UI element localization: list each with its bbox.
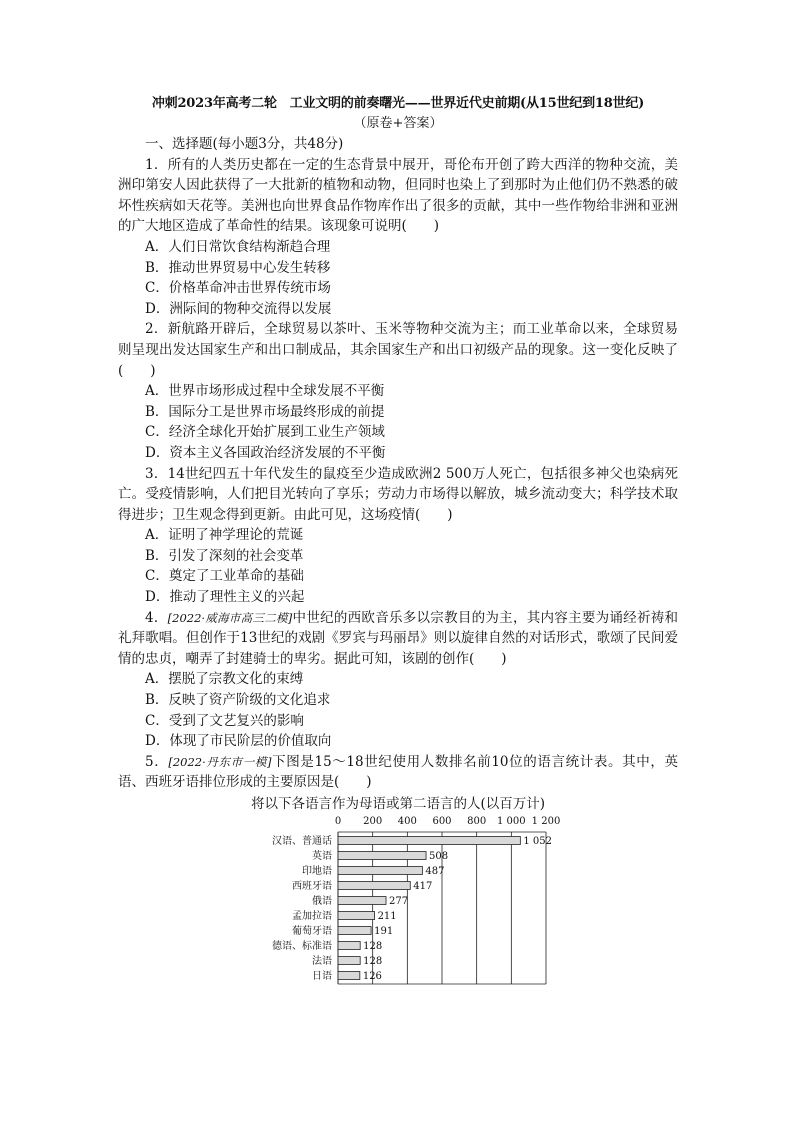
data-label: 417	[413, 881, 433, 892]
category-label: 法语	[312, 956, 332, 967]
option-a: A．摆脱了宗教文化的束缚	[145, 671, 304, 688]
category-label: 西班牙语	[292, 881, 332, 892]
question-text: 3．14世纪四五十年代发生的鼠疫至少造成欧洲2 500万人死亡，包括很多神父也染病死亡。受疫情影响，人们把目光转向了享乐；劳动力市场得以解放，城乡流动变大；科学技术取得进步；卫生观念得到更新。由此可见，这场疫情( )	[118, 465, 678, 523]
question-text	[118, 752, 678, 793]
question-body: 下图是15～18世纪使用人数排名前10位的语言统计表。其中，英语、西班牙语排位形成的主要原因是( )	[118, 753, 678, 791]
option-c: C．经济全球化开始扩展到工业生产领域	[145, 424, 385, 441]
option-a: A．人们日常饮食结构渐趋合理	[145, 238, 331, 255]
question-source: [2022·丹东市一模]	[168, 754, 272, 769]
document-page	[118, 94, 678, 989]
bar	[338, 867, 422, 875]
option-a: A．证明了神学理论的荒诞	[145, 527, 304, 544]
data-label: 487	[425, 866, 445, 877]
option-c: C．受到了文艺复兴的影响	[145, 712, 304, 729]
category-label: 俄语	[312, 896, 332, 907]
category-label: 葡萄牙语	[292, 926, 332, 937]
category-label: 印地语	[302, 866, 332, 877]
bar	[338, 927, 371, 935]
bar	[338, 897, 386, 905]
option-b: B．推动世界贸易中心发生转移	[145, 259, 331, 276]
option-c: C．价格革命冲击世界传统市场	[145, 280, 331, 297]
data-label: 508	[429, 851, 449, 862]
category-label: 孟加拉语	[292, 911, 332, 922]
chart-svg	[118, 814, 678, 989]
data-label: 277	[389, 896, 409, 907]
question-body: 中世纪的西欧音乐多以宗教目的为主，其内容主要为诵经祈祷和礼拜歌唱。但创作于13世纪的戏剧《罗宾与玛丽昂》则以旋律自然的对话形式，歌颂了民间爱情的忠贞，嘲弄了封建骑士的卑劣。据此可知，该剧的创作( )	[118, 609, 679, 667]
x-tick-label: 0	[334, 816, 342, 827]
x-tick-label: 1 000	[497, 816, 526, 827]
question-text: 1．所有的人类历史都在一定的生态背景中展开，哥伦布开创了跨大西洋的物种交流，美洲印第安人因此获得了一大批新的植物和动物，但同时也染上了到那时为止他们仍不熟悉的破坏性疾病如天花等。美洲也向世界食品作物库作出了很多的贡献，其中一些作物给非洲和亚洲的广大地区造成了革命性的结果。该现象可说明( )	[118, 156, 678, 235]
option-b: B．国际分工是世界市场最终形成的前提	[145, 403, 385, 420]
x-tick-label: 600	[432, 816, 452, 827]
option-d: D．体现了市民阶层的价值取向	[145, 733, 332, 750]
question-source: [2022·威海市高三二模]	[167, 610, 293, 625]
option-d: D．资本主义各国政治经济发展的不平衡	[145, 444, 386, 461]
x-tick-label: 800	[467, 816, 487, 827]
option-b: B．反映了资产阶级的文化追求	[145, 692, 331, 709]
x-tick-label: 1 200	[531, 816, 561, 827]
data-label: 126	[362, 971, 382, 982]
option-a: A．世界市场形成过程中全球发展不平衡	[145, 383, 385, 400]
question-3	[118, 464, 678, 608]
data-label: 128	[363, 956, 383, 967]
chart-title: 将以下各语言作为母语或第二语言的人(以百万计)	[250, 796, 546, 812]
data-label: 1 052	[523, 836, 552, 847]
category-label: 德语、标准语	[272, 941, 332, 952]
bar	[338, 882, 410, 890]
document-subtitle: （原卷+答案）	[353, 116, 443, 131]
bar	[338, 852, 426, 860]
document-title: 冲刺2023年高考二轮 工业文明的前奏曙光——世界近代史前期(从15世纪到18世纪)	[151, 96, 645, 111]
question-text	[118, 608, 678, 670]
question-2	[118, 319, 678, 463]
bar	[338, 912, 375, 920]
category-label: 日语	[312, 971, 332, 982]
option-b: B．引发了深刻的社会变革	[145, 547, 304, 564]
x-tick-label: 400	[397, 816, 417, 827]
x-tick-label: 200	[363, 816, 383, 827]
option-c: C．奠定了工业革命的基础	[145, 568, 304, 585]
category-label: 英语	[312, 851, 332, 862]
bar	[338, 942, 360, 950]
category-label: 汉语、普通话	[272, 836, 332, 847]
bar	[338, 837, 520, 845]
data-label: 128	[363, 941, 383, 952]
option-d: D．洲际间的物种交流得以发展	[145, 300, 332, 317]
option-d: D．推动了理性主义的兴起	[145, 589, 305, 606]
question-1	[118, 155, 678, 320]
question-number: 4．	[145, 609, 168, 626]
data-label: 211	[377, 911, 397, 922]
bar	[338, 957, 360, 965]
question-text: 2．新航路开辟后，全球贸易以茶叶、玉米等物种交流为主；而工业革命以来，全球贸易则呈现出发达国家生产和出口制成品，其余国家生产和出口初级产品的现象。这一变化反映了( )	[118, 321, 678, 379]
bar	[338, 972, 360, 980]
question-4	[118, 608, 678, 752]
bar-chart	[118, 814, 678, 989]
question-number: 5．	[145, 753, 169, 770]
question-5	[118, 752, 678, 793]
data-label: 191	[374, 926, 394, 937]
section-heading: 一、选择题(每小题3分，共48分)	[145, 136, 344, 152]
